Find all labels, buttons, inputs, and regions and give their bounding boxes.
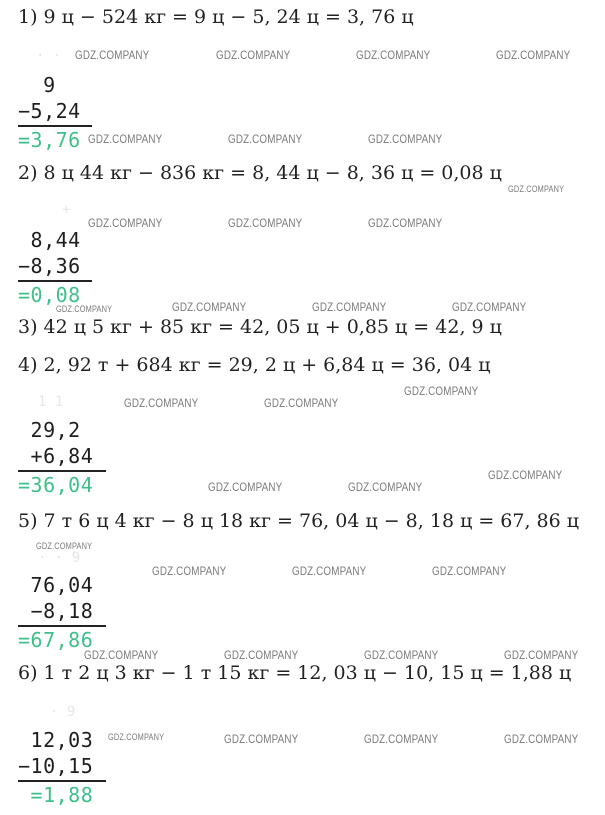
watermark: GDZ.COMPANY (432, 564, 507, 578)
watermark: GDZ.COMPANY (504, 732, 579, 746)
watermark: GDZ.COMPANY (84, 648, 159, 662)
equation-4: 4) 2, 92 т + 684 кг = 29, 2 ц + 6,84 ц = 36, 04 ц (18, 354, 491, 376)
equation-5: 5) 7 т 6 ц 4 кг − 8 ц 18 кг = 76, 04 ц − 8, 18 ц = 67, 86 ц (18, 510, 579, 532)
watermark: GDZ.COMPANY (348, 480, 423, 494)
subtrahend-2: −8,36 (18, 254, 81, 278)
watermark: GDZ.COMPANY (228, 132, 303, 146)
watermark: GDZ.COMPANY (264, 396, 339, 410)
watermark: GDZ.COMPANY (368, 216, 443, 230)
watermark: GDZ.COMPANY (88, 132, 163, 146)
watermark: GDZ.COMPANY (368, 132, 443, 146)
equation-1: 1) 9 ц − 524 кг = 9 ц − 5, 24 ц = 3, 76 ц (18, 6, 414, 28)
ghost-mark-2: + (62, 202, 71, 218)
watermark: GDZ.COMPANY (75, 48, 150, 62)
column-calc-6 (18, 727, 106, 808)
subtrahend-1: −5,24 (18, 99, 81, 123)
result-2: =0,08 (18, 283, 81, 307)
column-calc-4 (18, 417, 106, 498)
watermark: GDZ.COMPANY (124, 396, 199, 410)
subtrahend-5: −8,18 (30, 599, 94, 623)
equation-6: 6) 1 т 2 ц 3 кг − 1 т 15 кг = 12, 03 ц − 10, 15 ц = 1,88 ц (18, 662, 572, 684)
watermark: GDZ.COMPANY (404, 384, 479, 398)
summand-4: +6,84 (30, 444, 94, 468)
watermark: GDZ.COMPANY (88, 216, 163, 230)
watermark: GDZ.COMPANY (312, 300, 387, 314)
watermark: GDZ.COMPANY (172, 300, 247, 314)
result-1: =3,76 (18, 128, 81, 152)
watermark: GDZ.COMPANY (504, 648, 579, 662)
watermark: GDZ.COMPANY (508, 184, 565, 194)
minuend-6: 12,03 (30, 728, 94, 752)
watermark: GDZ.COMPANY (496, 48, 571, 62)
column-calc-2 (18, 227, 92, 308)
minuend-4: 29,2 (30, 418, 81, 442)
ghost-mark-6: · 9 (50, 704, 76, 720)
column-calc-5 (18, 572, 106, 653)
equation-2: 2) 8 ц 44 кг − 836 кг = 8, 44 ц − 8, 36 ц = 0,08 ц (18, 162, 502, 184)
column-calc-1 (18, 72, 92, 153)
watermark: GDZ.COMPANY (208, 480, 283, 494)
ghost-mark-4: 1 1 (38, 394, 64, 410)
equation-3: 3) 42 ц 5 кг + 85 кг = 42, 05 ц + 0,85 ц = 42, 9 ц (18, 316, 502, 338)
watermark: GDZ.COMPANY (56, 304, 113, 314)
watermark: GDZ.COMPANY (228, 216, 303, 230)
minuend-5: 76,04 (30, 573, 94, 597)
watermark: GDZ.COMPANY (292, 564, 367, 578)
subtrahend-6: −10,15 (18, 754, 94, 778)
minuend-2: 8,44 (30, 228, 81, 252)
minuend-1: 9 (43, 73, 56, 97)
result-4: =36,04 (18, 473, 94, 497)
watermark: GDZ.COMPANY (152, 564, 227, 578)
result-5: =67,86 (18, 628, 94, 652)
watermark: GDZ.COMPANY (488, 468, 563, 482)
watermark: GDZ.COMPANY (356, 48, 431, 62)
watermark: GDZ.COMPANY (224, 732, 299, 746)
result-6: =1,88 (30, 783, 94, 807)
watermark: GDZ.COMPANY (364, 648, 439, 662)
watermark: GDZ.COMPANY (108, 732, 165, 742)
watermark: GDZ.COMPANY (224, 648, 299, 662)
watermark: GDZ.COMPANY (216, 48, 291, 62)
watermark: GDZ.COMPANY (364, 732, 439, 746)
watermark: GDZ.COMPANY (452, 300, 527, 314)
ghost-mark-1: · · (36, 48, 62, 64)
watermark: GDZ.COMPANY (36, 541, 93, 551)
ghost-mark-5: · · 9 (38, 550, 81, 566)
